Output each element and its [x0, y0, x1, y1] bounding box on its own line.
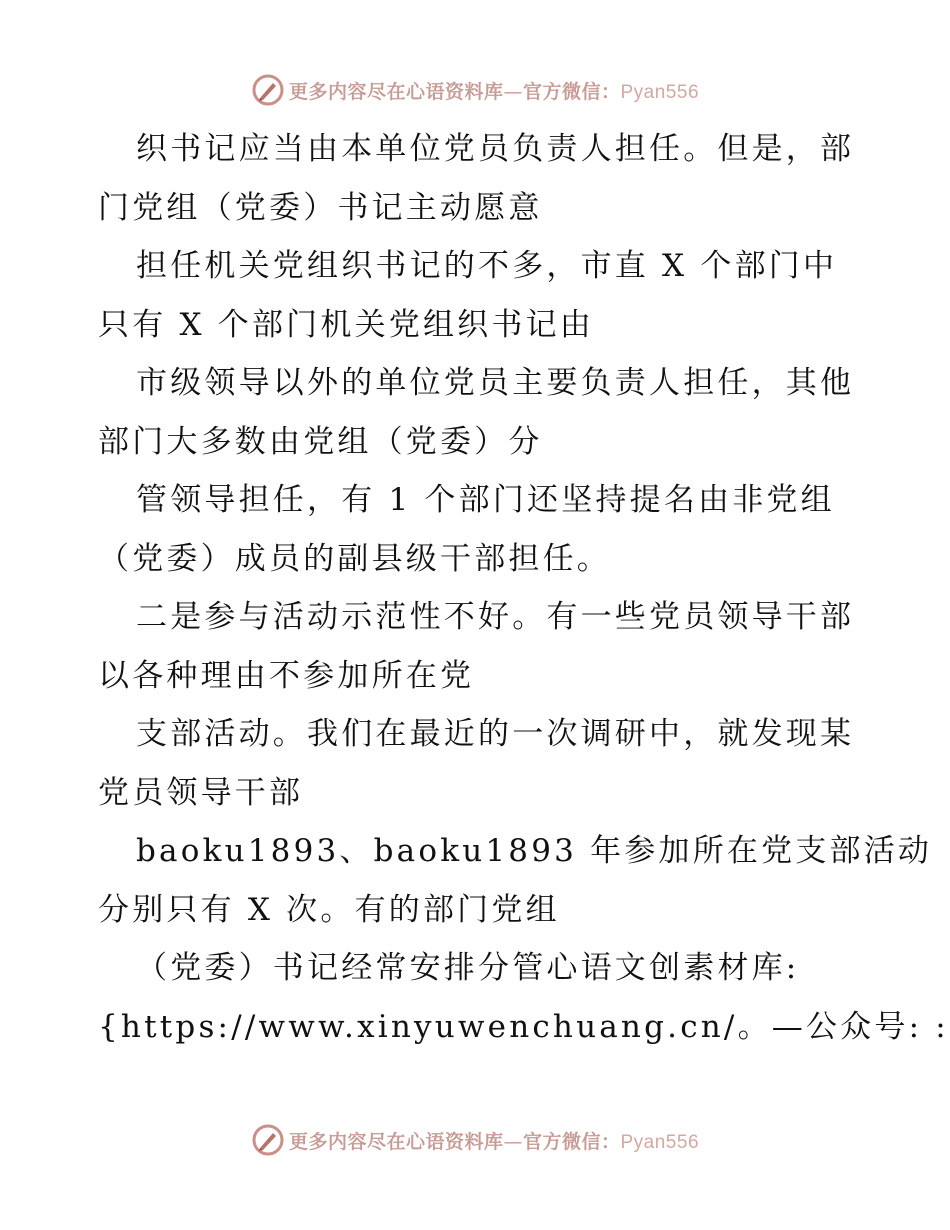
text-line-15: （党委）书记经常安排分管心语文创素材库: [136, 950, 800, 986]
pen-logo-icon [251, 73, 285, 107]
text-line-9: 二是参与活动示范性不好。有一些党员领导干部 [136, 599, 855, 635]
text-line-13: baoku1893、baoku1893 年参加所在党支部活动 [136, 833, 933, 869]
text-line-5: 市级领导以外的单位党员主要负责人担任，其他 [136, 365, 855, 401]
watermark-site-text: 更多内容尽在心语资料库 [288, 80, 504, 103]
watermark-official-label: 官方微信： [522, 1130, 621, 1153]
text-line-16: {https://www.xinyuwenchuang.cn/。—公众号: : [98, 1008, 949, 1045]
text-line-6: 部门大多数由党组（党委）分 [98, 423, 543, 460]
text-line-10: 以各种理由不参加所在党 [98, 657, 475, 694]
watermark-separator: — [503, 1130, 523, 1153]
text-line-3: 担任机关党组织书记的不多，市直 X 个部门中 [136, 248, 838, 284]
text-line-4: 只有 X 个部门机关党组织书记由 [98, 306, 594, 343]
header-watermark [0, 70, 950, 110]
text-line-11: 支部活动。我们在最近的一次调研中，就发现某 [136, 716, 855, 752]
watermark-text [289, 1127, 699, 1154]
watermark-wechat-id: Pyan556 [620, 1131, 700, 1153]
watermark-text [289, 77, 699, 104]
watermark-wechat-id: Pyan556 [620, 81, 700, 103]
text-line-14: 分别只有 X 次。有的部门党组 [98, 891, 560, 928]
text-line-7: 管领导担任，有 1 个部门还坚持提名由非党组 [136, 482, 835, 518]
text-line-8: （党委）成员的副县级干部担任。 [98, 540, 611, 577]
watermark-separator: — [503, 80, 523, 103]
watermark-official-label: 官方微信： [522, 80, 621, 103]
document-body [98, 120, 949, 1056]
pen-logo-icon [251, 1123, 285, 1157]
watermark-site-text: 更多内容尽在心语资料库 [288, 1130, 504, 1153]
text-line-12: 党员领导干部 [98, 774, 304, 811]
text-line-2: 门党组（党委）书记主动愿意 [98, 189, 543, 226]
text-line-1: 织书记应当由本单位党员负责人担任。但是，部 [136, 131, 855, 167]
footer-watermark [0, 1120, 950, 1160]
